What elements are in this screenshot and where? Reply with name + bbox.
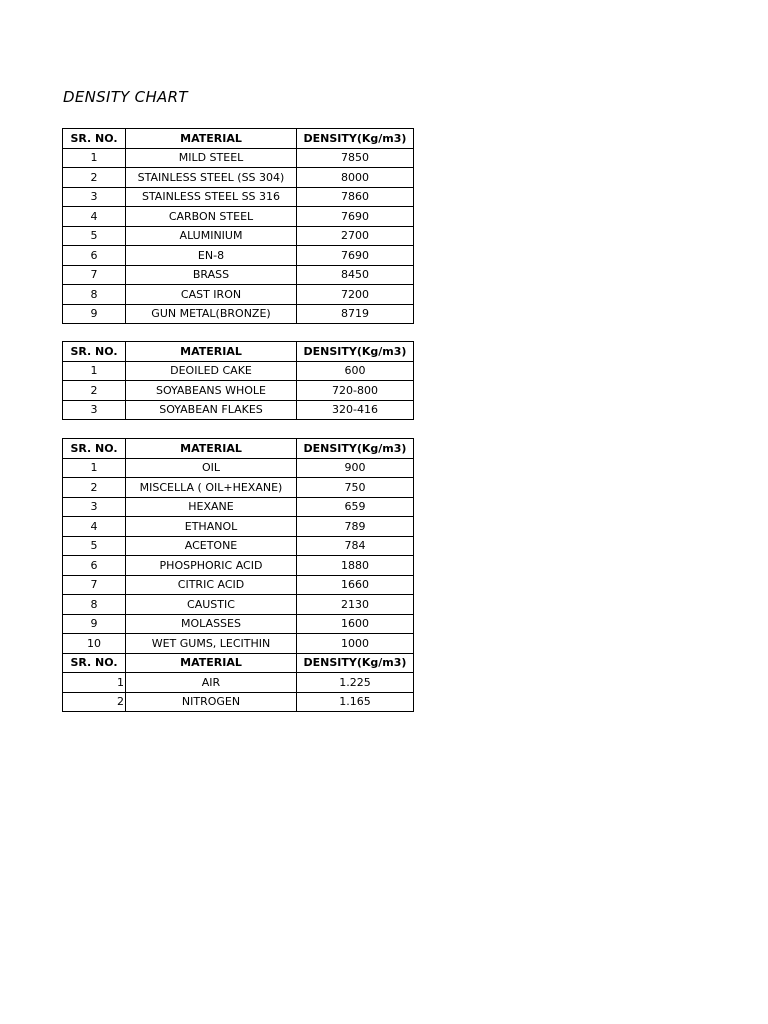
cell-density: 789 <box>297 517 414 537</box>
table-row <box>63 673 414 693</box>
table-row <box>63 265 414 285</box>
table-row <box>63 458 414 478</box>
header-density: DENSITY(Kg/m3) <box>297 342 414 362</box>
cell-sr-no: 6 <box>63 246 126 266</box>
cell-sr-no: 2 <box>63 168 126 188</box>
header-sr-no: SR. NO. <box>63 342 126 362</box>
cell-sr-no: 8 <box>63 285 126 305</box>
cell-density: 7690 <box>297 207 414 227</box>
cell-density: 659 <box>297 497 414 517</box>
cell-material: STAINLESS STEEL (SS 304) <box>126 168 297 188</box>
density-table-soya <box>62 341 414 420</box>
table-row <box>63 634 414 654</box>
header-sr-no: SR. NO. <box>63 439 126 459</box>
cell-sr-no: 1 <box>63 361 126 381</box>
table-header-row <box>63 129 414 149</box>
cell-material: GUN METAL(BRONZE) <box>126 304 297 324</box>
cell-material: PHOSPHORIC ACID <box>126 556 297 576</box>
cell-material: ETHANOL <box>126 517 297 537</box>
cell-density: 2700 <box>297 226 414 246</box>
cell-density: 7860 <box>297 187 414 207</box>
cell-material: MILD STEEL <box>126 148 297 168</box>
cell-material: CITRIC ACID <box>126 575 297 595</box>
cell-density: 1.165 <box>297 692 414 712</box>
cell-material: MISCELLA ( OIL+HEXANE) <box>126 478 297 498</box>
cell-material: SOYABEAN FLAKES <box>126 400 297 420</box>
header-material: MATERIAL <box>126 653 297 673</box>
cell-sr-no: 3 <box>63 400 126 420</box>
cell-density: 7690 <box>297 246 414 266</box>
cell-density: 600 <box>297 361 414 381</box>
cell-sr-no: 8 <box>63 595 126 615</box>
table-row <box>63 692 414 712</box>
cell-material: WET GUMS, LECITHIN <box>126 634 297 654</box>
cell-sr-no: 2 <box>63 381 126 401</box>
density-table-metals <box>62 128 414 324</box>
cell-material: MOLASSES <box>126 614 297 634</box>
header-sr-no: SR. NO. <box>63 653 126 673</box>
cell-density: 320-416 <box>297 400 414 420</box>
cell-sr-no: 9 <box>63 304 126 324</box>
cell-material: BRASS <box>126 265 297 285</box>
table-row <box>63 575 414 595</box>
table-row <box>63 168 414 188</box>
cell-density: 720-800 <box>297 381 414 401</box>
cell-material: EN-8 <box>126 246 297 266</box>
table-row <box>63 478 414 498</box>
cell-material: CARBON STEEL <box>126 207 297 227</box>
cell-material: SOYABEANS WHOLE <box>126 381 297 401</box>
table-row <box>63 381 414 401</box>
cell-sr-no: 2 <box>63 692 126 712</box>
table-row <box>63 517 414 537</box>
cell-material: AIR <box>126 673 297 693</box>
table-header-row <box>63 439 414 459</box>
cell-sr-no: 7 <box>63 575 126 595</box>
cell-material: OIL <box>126 458 297 478</box>
cell-sr-no: 3 <box>63 497 126 517</box>
header-sr-no: SR. NO. <box>63 129 126 149</box>
cell-material: NITROGEN <box>126 692 297 712</box>
cell-sr-no: 1 <box>63 148 126 168</box>
cell-density: 7200 <box>297 285 414 305</box>
cell-density: 1880 <box>297 556 414 576</box>
header-material: MATERIAL <box>126 439 297 459</box>
cell-material: DEOILED CAKE <box>126 361 297 381</box>
table-row <box>63 536 414 556</box>
header-material: MATERIAL <box>126 342 297 362</box>
table-row <box>63 187 414 207</box>
table-row <box>63 207 414 227</box>
cell-density: 8719 <box>297 304 414 324</box>
table-header-row <box>63 653 414 673</box>
cell-density: 1000 <box>297 634 414 654</box>
table-row <box>63 361 414 381</box>
cell-density: 1660 <box>297 575 414 595</box>
cell-density: 8450 <box>297 265 414 285</box>
table-row <box>63 497 414 517</box>
cell-sr-no: 1 <box>63 458 126 478</box>
table-row <box>63 556 414 576</box>
cell-sr-no: 4 <box>63 207 126 227</box>
cell-material: STAINLESS STEEL SS 316 <box>126 187 297 207</box>
cell-sr-no: 2 <box>63 478 126 498</box>
table-row <box>63 246 414 266</box>
cell-material: CAUSTIC <box>126 595 297 615</box>
cell-material: CAST IRON <box>126 285 297 305</box>
table-row <box>63 226 414 246</box>
cell-density: 1600 <box>297 614 414 634</box>
table-row <box>63 148 414 168</box>
cell-density: 750 <box>297 478 414 498</box>
cell-density: 784 <box>297 536 414 556</box>
cell-density: 2130 <box>297 595 414 615</box>
cell-density: 7850 <box>297 148 414 168</box>
cell-sr-no: 9 <box>63 614 126 634</box>
table-header-row <box>63 342 414 362</box>
density-table-liquids-gases <box>62 438 414 712</box>
cell-density: 1.225 <box>297 673 414 693</box>
cell-sr-no: 1 <box>63 673 126 693</box>
cell-sr-no: 4 <box>63 517 126 537</box>
table-row <box>63 285 414 305</box>
page-title: DENSITY CHART <box>63 88 188 106</box>
cell-sr-no: 5 <box>63 536 126 556</box>
cell-sr-no: 10 <box>63 634 126 654</box>
cell-material: ALUMINIUM <box>126 226 297 246</box>
cell-material: ACETONE <box>126 536 297 556</box>
cell-sr-no: 5 <box>63 226 126 246</box>
header-density: DENSITY(Kg/m3) <box>297 653 414 673</box>
table-row <box>63 400 414 420</box>
table-row <box>63 614 414 634</box>
cell-sr-no: 6 <box>63 556 126 576</box>
table-row <box>63 304 414 324</box>
cell-density: 8000 <box>297 168 414 188</box>
table-row <box>63 595 414 615</box>
header-material: MATERIAL <box>126 129 297 149</box>
header-density: DENSITY(Kg/m3) <box>297 439 414 459</box>
cell-material: HEXANE <box>126 497 297 517</box>
cell-sr-no: 7 <box>63 265 126 285</box>
cell-sr-no: 3 <box>63 187 126 207</box>
header-density: DENSITY(Kg/m3) <box>297 129 414 149</box>
cell-density: 900 <box>297 458 414 478</box>
